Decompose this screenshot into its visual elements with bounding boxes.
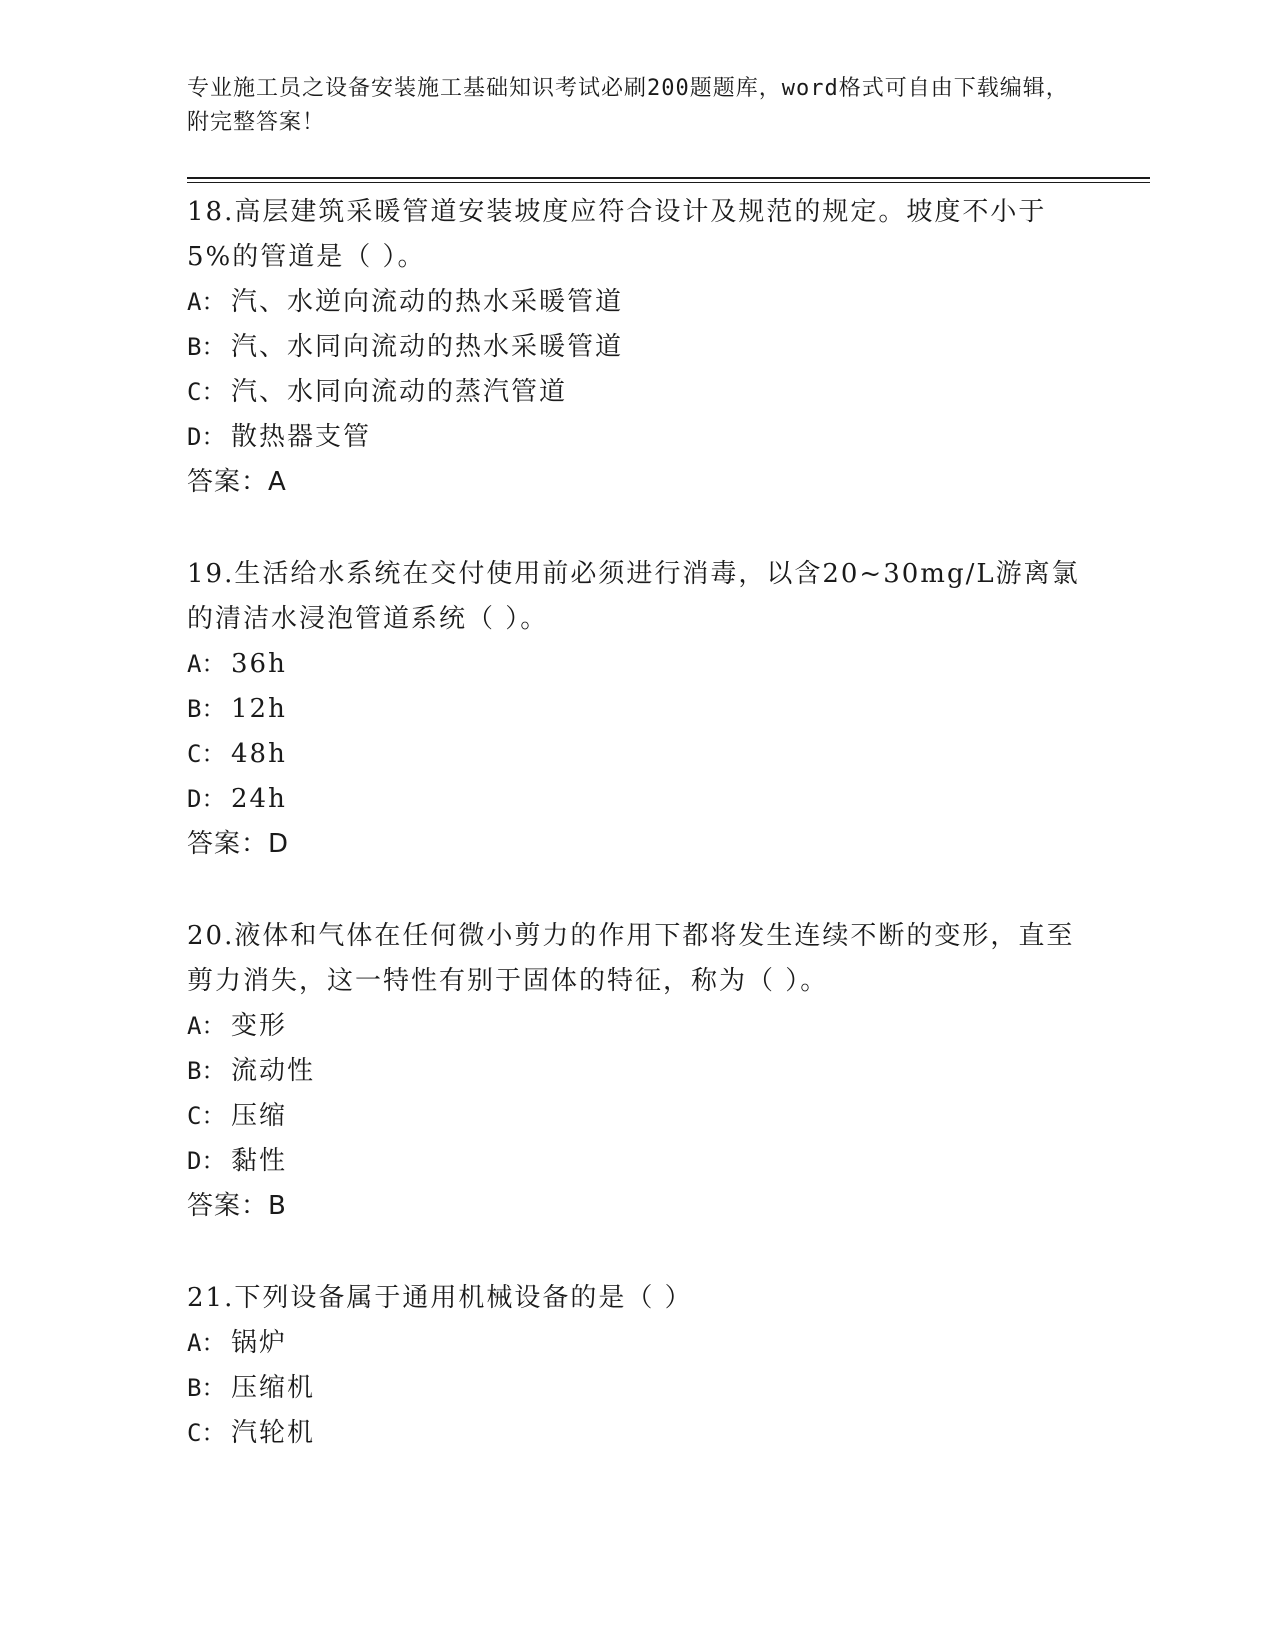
option-letter: C： bbox=[187, 1419, 226, 1447]
option-text: 锅炉 bbox=[231, 1328, 288, 1358]
answer-line: 答案：A bbox=[187, 467, 287, 497]
option-letter: A： bbox=[187, 288, 226, 316]
option-text: 汽、水同向流动的热水采暖管道 bbox=[231, 332, 624, 362]
question-spacer bbox=[187, 1229, 1087, 1276]
option-text: 汽、水逆向流动的热水采暖管道 bbox=[231, 287, 624, 317]
option-b bbox=[187, 1366, 1087, 1411]
question-20 bbox=[187, 914, 1087, 1229]
option-letter: B： bbox=[187, 1374, 226, 1402]
question-spacer bbox=[187, 867, 1087, 914]
option-d bbox=[187, 415, 1087, 460]
question-text: 20.液体和气体在任何微小剪力的作用下都将发生连续不断的变形，直至剪力消失，这一特性有别于固体的特征，称为（ ）。 bbox=[187, 921, 1075, 996]
option-b bbox=[187, 325, 1087, 370]
option-letter: C： bbox=[187, 1102, 226, 1130]
question-list bbox=[187, 190, 1087, 1456]
option-text: 黏性 bbox=[231, 1146, 288, 1176]
option-letter: A： bbox=[187, 1012, 226, 1040]
option-letter: C： bbox=[187, 740, 226, 768]
option-text: 散热器支管 bbox=[231, 422, 372, 452]
option-letter: D： bbox=[187, 785, 226, 813]
answer-line: 答案：D bbox=[187, 829, 290, 859]
option-letter: B： bbox=[187, 1057, 226, 1085]
option-text: 压缩 bbox=[231, 1101, 288, 1131]
option-a bbox=[187, 280, 1087, 325]
option-b bbox=[187, 1049, 1087, 1094]
option-text: 压缩机 bbox=[231, 1373, 316, 1403]
option-c bbox=[187, 732, 1087, 777]
option-text: 48h bbox=[231, 739, 287, 769]
option-a bbox=[187, 1321, 1087, 1366]
option-text: 36h bbox=[231, 649, 287, 679]
header-divider-thick bbox=[187, 177, 1150, 179]
option-c bbox=[187, 1094, 1087, 1139]
option-text: 流动性 bbox=[231, 1056, 316, 1086]
option-d bbox=[187, 1139, 1087, 1184]
option-letter: A： bbox=[187, 1329, 226, 1357]
question-spacer bbox=[187, 505, 1087, 552]
question-19 bbox=[187, 552, 1087, 867]
document-header: 专业施工员之设备安装施工基础知识考试必刷200题题库，word格式可自由下载编辑，附完整答案！ bbox=[187, 76, 1069, 135]
option-letter: D： bbox=[187, 1147, 226, 1175]
option-a bbox=[187, 1004, 1087, 1049]
option-c bbox=[187, 1411, 1087, 1456]
header-divider-thin bbox=[187, 182, 1150, 183]
question-18 bbox=[187, 190, 1087, 505]
option-letter: C： bbox=[187, 378, 226, 406]
option-text: 变形 bbox=[231, 1011, 288, 1041]
option-text: 24h bbox=[231, 784, 287, 814]
option-letter: B： bbox=[187, 695, 226, 723]
option-a bbox=[187, 642, 1087, 687]
option-text: 汽、水同向流动的蒸汽管道 bbox=[231, 377, 568, 407]
option-letter: D： bbox=[187, 423, 226, 451]
option-d bbox=[187, 777, 1087, 822]
option-text: 12h bbox=[231, 694, 287, 724]
option-letter: B： bbox=[187, 333, 226, 361]
question-text: 21.下列设备属于通用机械设备的是（ ） bbox=[187, 1283, 693, 1313]
option-text: 汽轮机 bbox=[231, 1418, 316, 1448]
option-c bbox=[187, 370, 1087, 415]
question-text: 19.生活给水系统在交付使用前必须进行消毒，以含20~30mg/L游离氯的清洁水浸泡管道系统（ ）。 bbox=[187, 559, 1080, 634]
answer-line: 答案：B bbox=[187, 1191, 287, 1221]
option-b bbox=[187, 687, 1087, 732]
question-21 bbox=[187, 1276, 1087, 1456]
option-letter: A： bbox=[187, 650, 226, 678]
question-text: 18.高层建筑采暖管道安装坡度应符合设计及规范的规定。坡度不小于5%的管道是（ ）。 bbox=[187, 197, 1047, 272]
